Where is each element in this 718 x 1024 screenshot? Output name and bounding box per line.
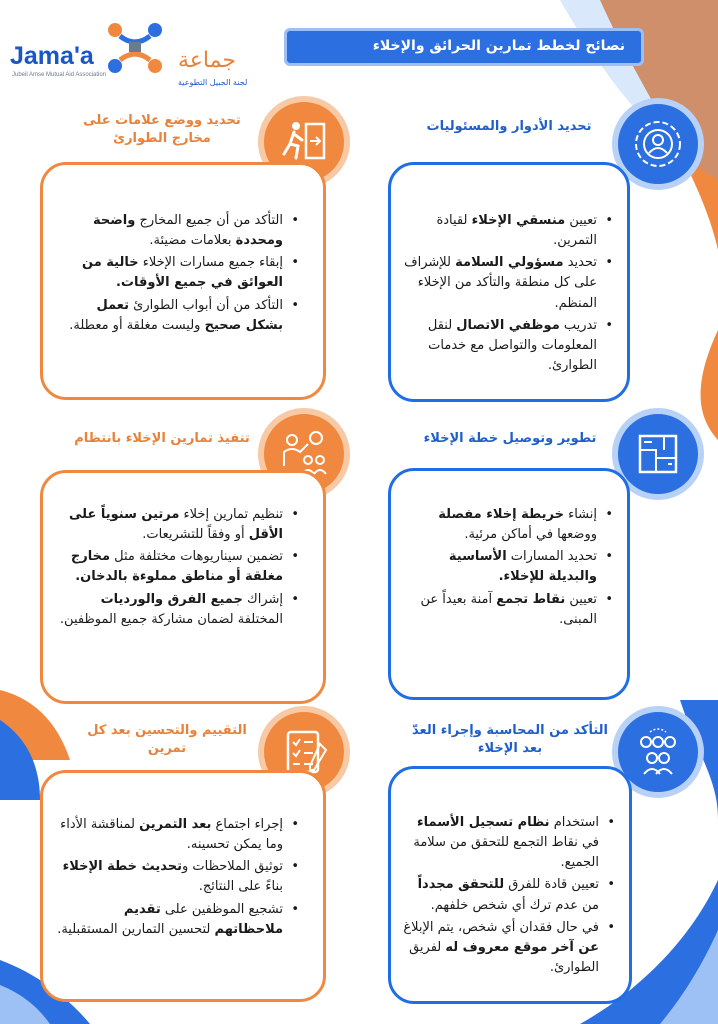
list-item: • إبقاء جميع مسارات الإخلاء خالية من العوائق في جميع الأوقات. <box>57 253 301 293</box>
list-item: • إنشاء خريطة إخلاء مفصلة ووضعها في أماكن مرئية. <box>401 505 615 545</box>
logo-people-icon <box>100 18 170 78</box>
floor-plan-icon <box>630 426 686 482</box>
roles-list <box>391 165 627 376</box>
list-item: • في حال فقدان أي شخص، يتم الإبلاغ عن آخر موقع معروف له لفريق الطوارئ. <box>401 918 617 978</box>
plan-list <box>391 471 627 630</box>
evaluation-list <box>43 773 323 940</box>
section-box-headcount <box>388 766 632 1004</box>
headcount-people-icon <box>628 724 688 780</box>
logo-subtitle-arabic: لجنة الجبيل التطوعية <box>178 78 248 87</box>
list-item: • تحديد مسؤولي السلامة للإشراف على كل منطقة والتأكد من الإخلاء المنظم. <box>401 253 615 313</box>
logo-text-latin: Jama'a <box>10 42 94 70</box>
list-item: • تعيين منسقي الإخلاء لقيادة التمرين. <box>401 211 615 251</box>
list-item: • تدريب موظفي الاتصال لنقل المعلومات والتواصل مع خدمات الطوارئ. <box>401 316 615 376</box>
section-box-exits <box>40 162 326 400</box>
section-box-roles <box>388 162 630 402</box>
list-item: • تعيين نقاط تجمع آمنة بعيداً عن المبنى. <box>401 590 615 630</box>
list-item: • إشراك جميع الفرق والورديات المختلفة لضمان مشاركة جميع الموظفين. <box>57 590 301 630</box>
list-item: • تعيين قادة للفرق للتحقق مجدداً من عدم ترك أي شخص خلفهم. <box>401 875 617 915</box>
list-item: • استخدام نظام تسجيل الأسماء في نقاط التجمع للتحقق من سلامة الجميع. <box>401 813 617 873</box>
list-item: • تضمين سيناريوهات مختلفة مثل مخارج مغلقة أو مناطق مملوءة بالدخان. <box>57 547 301 587</box>
list-item: • توثيق الملاحظات وتحديث خطة الإخلاء بناءً على النتائج. <box>57 857 301 897</box>
list-item: • التأكد من أن أبواب الطوارئ تعمل بشكل صحيح وليست مغلقة أو معطلة. <box>57 296 301 336</box>
drills-list <box>43 473 323 630</box>
list-item: • تشجيع الموظفين على تقديم ملاحظاتهم لتحسين التمارين المستقبلية. <box>57 900 301 940</box>
section-box-evaluation <box>40 770 326 1002</box>
headcount-list <box>391 769 629 978</box>
list-item: • إجراء اجتماع بعد التمرين لمناقشة الأداء وما يمكن تحسينه. <box>57 815 301 855</box>
roles-person-gear-icon <box>628 114 688 174</box>
section-title-drills: تنفيذ تمارين الإخلاء بانتظام <box>74 431 250 446</box>
section-title-exits: تحديد ووضع علامات على مخارج الطوارئ <box>83 113 241 146</box>
section-title-evaluation: التقييم والتحسين بعد كل تمرين <box>87 723 247 756</box>
list-item: • تحديد المسارات الأساسية والبديلة للإخلاء. <box>401 547 615 587</box>
list-item: • التأكد من أن جميع المخارج واضحة ومحددة بعلامات مضيئة. <box>57 211 301 251</box>
logo-subtitle-latin: Jubeil Amse Mutual Aid Association <box>12 72 107 78</box>
exits-list <box>43 165 323 336</box>
section-box-plan <box>388 468 630 700</box>
logo-text-arabic: جماعة <box>178 48 236 73</box>
section-title-headcount: التأكد من المحاسبة وإجراء العدّ بعد الإخلاء <box>411 723 608 756</box>
page-title: نصائح لخطط تمارين الحرائق والإخلاء <box>284 28 644 66</box>
section-title-plan: تطوير وتوصيل خطة الإخلاء <box>423 431 597 446</box>
list-item: • تنظيم تمارين إخلاء مرتين سنوياً على الأقل أو وفقاً للتشريعات. <box>57 505 301 545</box>
section-title-roles: تحديد الأدوار والمسئوليات <box>426 119 592 134</box>
section-box-drills <box>40 470 326 704</box>
